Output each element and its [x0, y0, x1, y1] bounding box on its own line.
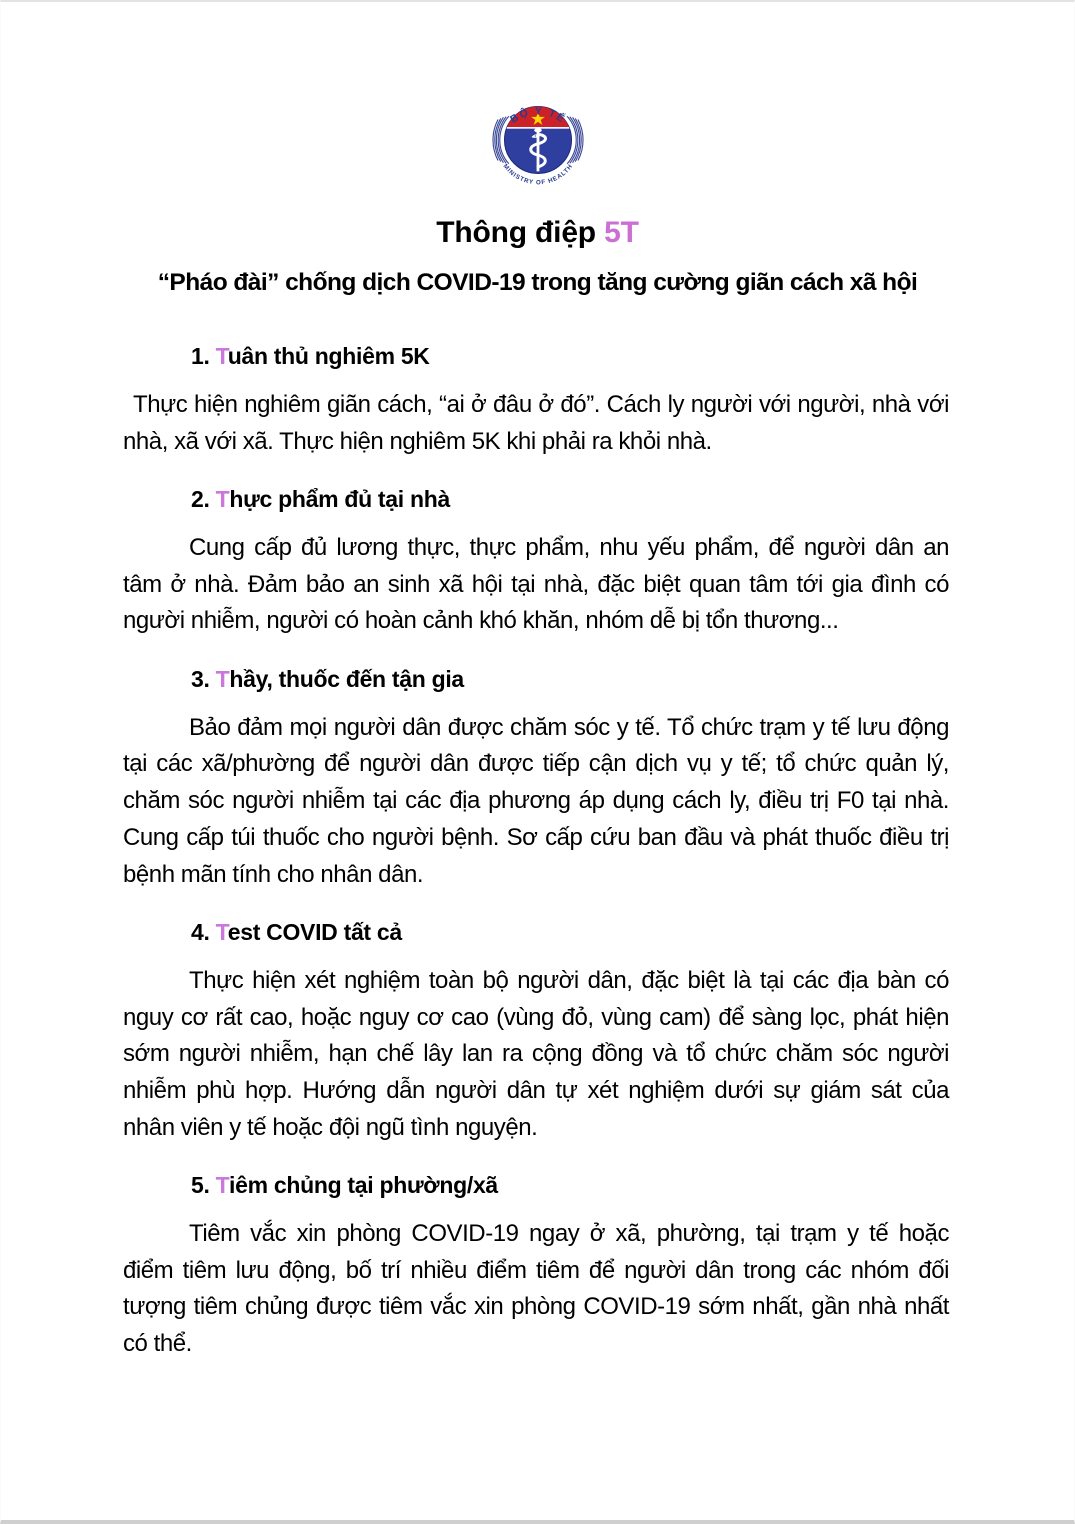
ministry-of-health-emblem-icon [484, 86, 592, 194]
sections-container [1, 343, 1074, 1363]
section-3-heading-text: hầy, thuốc đến tận gia [229, 666, 464, 693]
section-5-accent-letter: T [215, 1172, 230, 1199]
section-2-accent-letter: T [215, 486, 230, 513]
section-4-heading-text: est COVID tất cả [227, 919, 402, 946]
section-3-number: 3. [191, 666, 216, 693]
section-3 [123, 666, 949, 893]
section-1 [123, 343, 949, 460]
page-subtitle: “Pháo đài” chống dịch COVID-19 trong tăng cường giãn cách xã hội [157, 269, 918, 297]
section-4-body: Thực hiện xét nghiệm toàn bộ người dân, đặc biệt là tại các địa bàn có nguy cơ rất cao, hoặc nguy cơ cao (vùng đỏ, vùng cam) để sàng lọc, phát hiện sớm người nhiễm, hạn chế lây lan ra cộng đồng và tổ chức chăm sóc người nhiễm phù hợp. Hướng dẫn người dân tự xét nghiệm dưới sự giám sát của nhân viên y tế hoặc đội ngũ tình nguyện. [123, 966, 949, 1141]
section-2-body: Cung cấp đủ lương thực, thực phẩm, nhu yếu phẩm, để người dân an tâm ở nhà. Đảm bảo an sinh xã hội tại nhà, đặc biệt quan tâm tới gia đình có người nhiễm, người có hoàn cảnh khó khăn, nhóm dễ bị tổn thương... [123, 533, 949, 635]
section-4-accent-letter: T [215, 919, 228, 946]
logo-container [1, 2, 1074, 194]
section-2-heading-text: hực phẩm đủ tại nhà [229, 486, 450, 513]
section-5-number: 5. [191, 1172, 216, 1199]
page-title-lead: Thông điệp [436, 216, 605, 249]
section-1-heading [123, 343, 949, 371]
page-title-accent-5t: 5T [604, 216, 639, 249]
section-4-number: 4. [191, 919, 216, 946]
section-5-heading-text: iêm chủng tại phường/xã [229, 1172, 498, 1199]
section-1-number: 1. [191, 343, 216, 370]
section-3-body: Bảo đảm mọi người dân được chăm sóc y tế. Tổ chức trạm y tế lưu động tại các xã/phường để người dân được tiếp cận dịch vụ y tế; tổ chức quản lý, chăm sóc người nhiễm tại các địa phương áp dụng cách ly, điều trị F0 tại nhà. Cung cấp túi thuốc cho người bệnh. Sơ cấp cứu ban đầu và phát thuốc điều trị bệnh mãn tính cho nhân dân. [123, 713, 949, 888]
section-2 [123, 486, 949, 640]
section-2-heading [123, 486, 949, 514]
section-5-body: Tiêm vắc xin phòng COVID-19 ngay ở xã, phường, tại trạm y tế hoặc điểm tiêm lưu động, bố trí nhiều điểm tiêm để người dân trong các nhóm đối tượng tiêm chủng được tiêm vắc xin phòng COVID-19 sớm nhất, gần nhà nhất có thể. [123, 1220, 949, 1358]
svg-text:MINISTRY OF HEALTH: MINISTRY OF HEALTH [501, 162, 574, 187]
section-1-body: Thực hiện nghiêm giãn cách, “ai ở đâu ở đó”. Cách ly người với người, nhà với nhà, xã với xã. Thực hiện nghiêm 5K khi phải ra khỏi nhà. [123, 390, 949, 455]
section-3-heading [123, 666, 949, 694]
section-5 [123, 1172, 949, 1362]
svg-text:BỘ Y TẾ: BỘ Y TẾ [507, 105, 568, 126]
section-1-heading-text: uân thủ nghiêm 5K [227, 343, 430, 370]
section-1-accent-letter: T [215, 343, 228, 370]
section-5-heading [123, 1172, 949, 1200]
section-4-heading [123, 919, 949, 947]
section-3-accent-letter: T [215, 666, 230, 693]
section-2-number: 2. [191, 486, 216, 513]
section-4 [123, 919, 949, 1146]
page-title [1, 216, 1074, 249]
